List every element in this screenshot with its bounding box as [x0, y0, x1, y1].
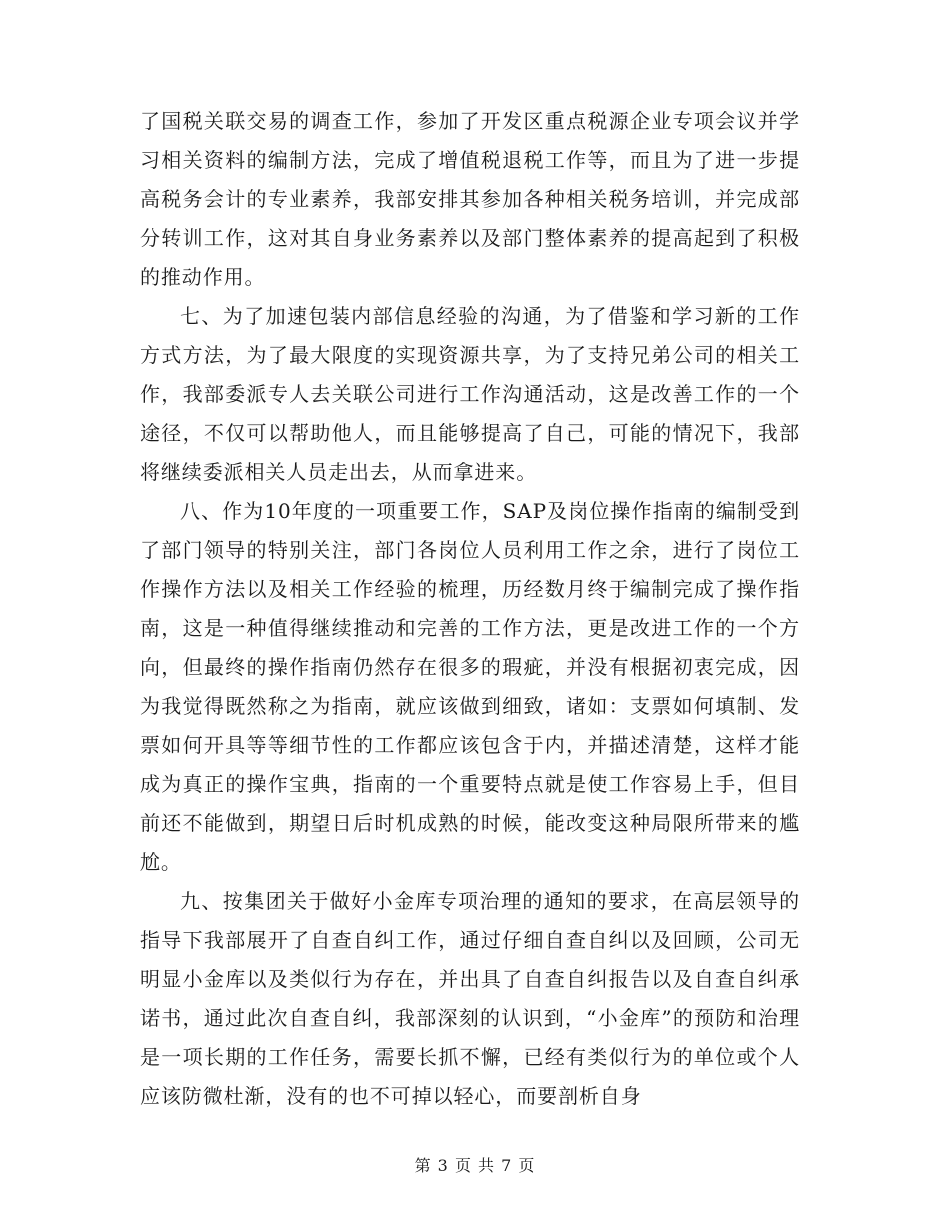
page-number-footer: 第 3 页 共 7 页	[414, 1156, 536, 1175]
paragraph-item-9: 九、按集团关于做好小金库专项治理的通知的要求，在高层领导的指导下我部展开了自查自纠工作，通过仔细自查自纠以及回顾，公司无明显小金库以及类似行为存在，并出具了自查自纠报告以及自查自纠承诺书，通过此次自查自纠，我部深刻的认识到，“小金库”的预防和治理是一项长期的工作任务，需要长抓不懈，已经有类似行为的单位或个人应该防微杜渐，没有的也不可掉以轻心，而要剖析自身	[140, 889, 800, 1108]
paragraph-continuation: 了国税关联交易的调查工作，参加了开发区重点税源企业专项会议并学习相关资料的编制方法，完成了增值税退税工作等，而且为了进一步提高税务会计的专业素养，我部安排其参加各种相关税务培训，并完成部分转训工作，这对其自身业务素养以及部门整体素养的提高起到了积极的推动作用。	[140, 109, 800, 289]
paragraph-item-7: 七、为了加速包装内部信息经验的沟通，为了借鉴和学习新的工作方式方法，为了最大限度的实现资源共享，为了支持兄弟公司的相关工作，我部委派专人去关联公司进行工作沟通活动，这是改善工作的一个途径，不仅可以帮助他人，而且能够提高了自己，可能的情况下，我部将继续委派相关人员走出去，从而拿进来。	[140, 304, 800, 484]
document-body	[140, 102, 800, 1116]
paragraph-item-8: 八、作为10年度的一项重要工作，SAP及岗位操作指南的编制受到了部门领导的特别关注，部门各岗位人员利用工作之余，进行了岗位工作操作方法以及相关工作经验的梳理，历经数月终于编制完成了操作指南，这是一种值得继续推动和完善的工作方法，更是改进工作的一个方向，但最终的操作指南仍然存在很多的瑕疵，并没有根据初衷完成，因为我觉得既然称之为指南，就应该做到细致，诸如：支票如何填制、发票如何开具等等细节性的工作都应该包含于内，并描述清楚，这样才能成为真正的操作宝典，指南的一个重要特点就是使工作容易上手，但目前还不能做到，期望日后时机成熟的时候，能改变这种局限所带来的尴尬。	[140, 499, 800, 874]
